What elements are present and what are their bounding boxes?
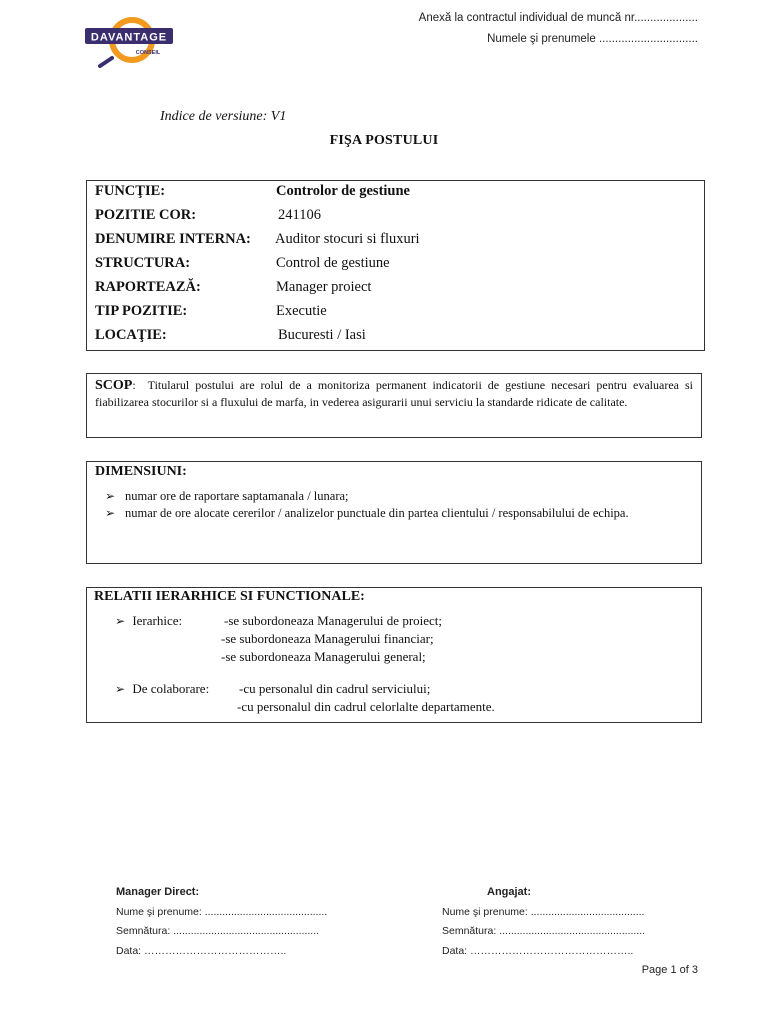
logo-text: DAVANTAGE (90, 31, 168, 44)
job-info-label: LOCAŢIE: (95, 327, 167, 343)
list-item: ➢ numar de ore alocate cererilor / analizelor punctuale din partea clientului / responsabilului de echipa. (101, 505, 693, 522)
arrow-bullet-icon: ➢ (115, 614, 126, 628)
job-info-value: Manager proiect (276, 279, 372, 295)
job-info-label: POZITIE COR: (95, 207, 197, 223)
hierarchical-relation: -se subordoneaza Managerului financiar; (221, 631, 434, 646)
collaboration-label: De colaborare: (132, 681, 210, 696)
job-info-label: STRUCTURA: (95, 255, 191, 271)
scope-label: SCOP (95, 378, 133, 393)
manager-date-field: Data: ………………………………….. (116, 945, 287, 957)
page-number: Page 1 of 3 (641, 964, 698, 976)
employee-signature-title: Angajat: (487, 886, 531, 898)
employee-name-line: Numele şi prenumele ............................... (487, 33, 698, 45)
logo-subtext: CONSEIL (135, 50, 161, 56)
scope-text: Titularul postului are rolul de a monitoriza permanent indicatorii de gestiune necesari pentru evaluarea si fiabilizarea stocurilor si a fluxului de marfa, in vederea asigurarii unui serviciu la standarde ridicate de calitate. (95, 378, 693, 409)
job-info-label: TIP POZITIE: (95, 303, 188, 319)
document-title: FIŞA POSTULUI (329, 133, 439, 148)
job-info-value: Executie (276, 303, 327, 319)
job-info-value: Controlor de gestiune (276, 183, 410, 199)
employee-signature-field: Semnătura: .................................................. (442, 925, 646, 937)
relations-title: RELATII IERARHICE SI FUNCTIONALE: (94, 589, 365, 604)
job-info-label: FUNCŢIE: (95, 183, 166, 199)
collaboration-relation: -cu personalul din cadrul serviciului; (239, 681, 431, 696)
hierarchical-label: Ierarhice: (132, 613, 183, 628)
job-info-value: Control de gestiune (276, 255, 390, 271)
manager-name-field: Nume şi prenume: .......................................... (116, 906, 328, 918)
job-info-label: DENUMIRE INTERNA: (95, 231, 251, 247)
hierarchical-relation: -se subordoneaza Managerului general; (221, 649, 426, 664)
scope-box: SCOP: Titularul postului are rolul de a monitoriza permanent indicatorii de gestiune necesari pentru evaluarea si fiabilizarea stocurilor si a fluxului de marfa, in vederea asigurarii unui serviciu la standarde ridicate de calitate. (86, 373, 702, 438)
job-info-value: Bucuresti / Iasi (278, 327, 366, 343)
dimensions-title: DIMENSIUNI: (95, 464, 187, 479)
employee-date-field: Data: ……………………………………….. (442, 945, 634, 957)
employee-name-field: Nume şi prenume: ....................................... (442, 906, 645, 918)
list-item: ➢ numar ore de raportare saptamanala / lunara; (101, 488, 693, 505)
collaboration-relation: -cu personalul din cadrul celorlalte departamente. (237, 699, 495, 714)
relations-box (86, 587, 702, 723)
version-index: Indice de versiune: V1 (160, 109, 287, 124)
job-info-box (86, 180, 705, 351)
annex-line: Anexă la contractul individual de muncă nr.................... (418, 12, 698, 24)
manager-signature-title: Manager Direct: (116, 886, 200, 898)
company-logo (82, 14, 178, 68)
arrow-bullet-icon: ➢ (115, 682, 126, 696)
dimensions-box (86, 461, 702, 564)
manager-signature-field: Semnătura: .................................................. (116, 925, 320, 937)
hierarchical-relation: -se subordoneaza Managerului de proiect; (224, 613, 443, 628)
dimensions-list (101, 488, 693, 522)
job-info-label: RAPORTEAZĂ: (95, 279, 201, 295)
job-info-value: 241106 (278, 207, 321, 223)
job-info-value: Auditor stocuri si fluxuri (275, 231, 420, 247)
